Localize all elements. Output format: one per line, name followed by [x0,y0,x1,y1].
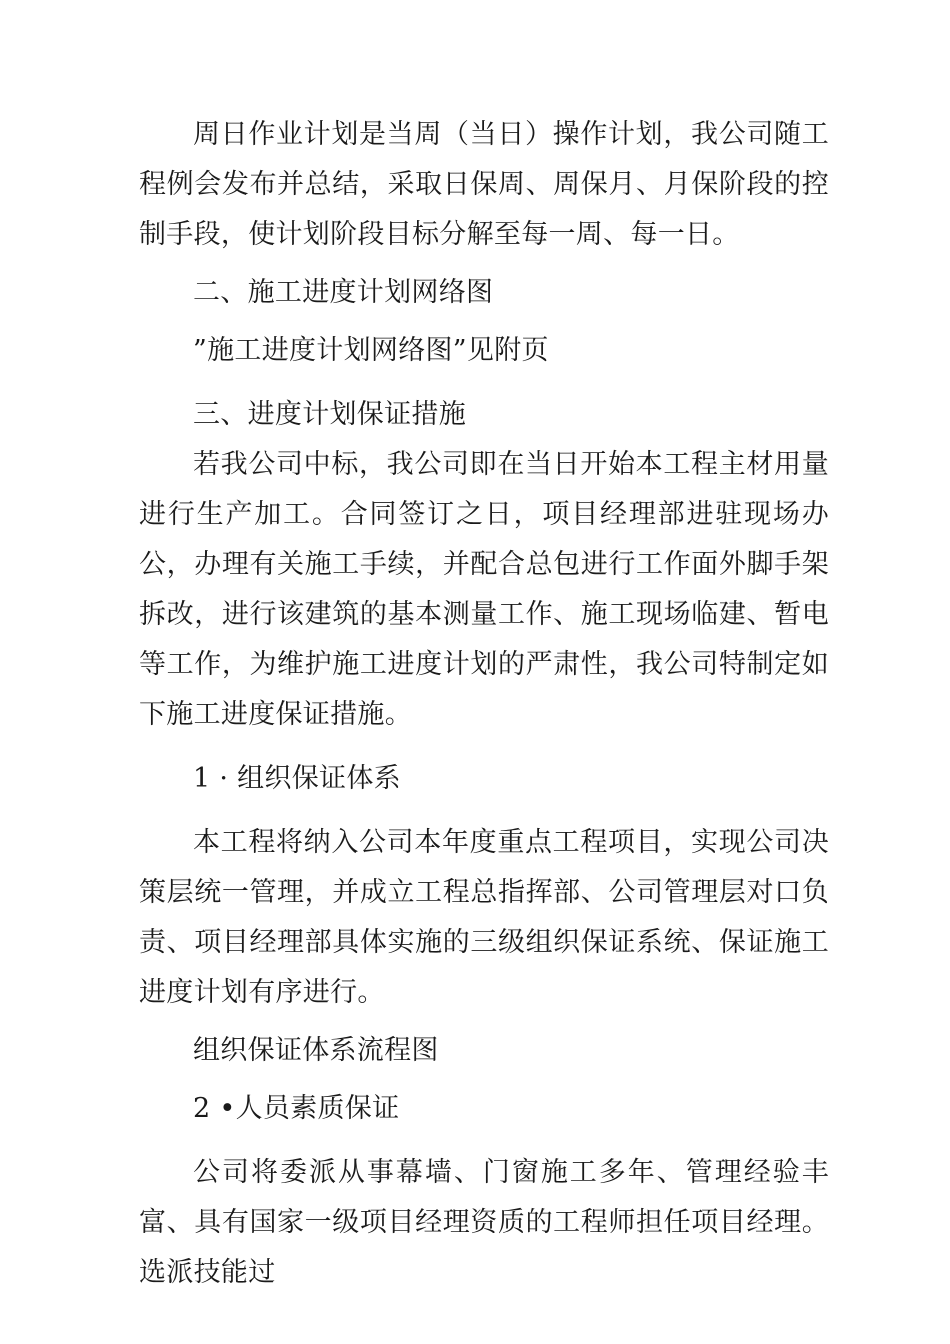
paragraph-organization-system: 本工程将纳入公司本年度重点工程项目，实现公司决策层统一管理，并成立工程总指挥部、公司管理层对口负责、项目经理部具体实施的三级组织保证系统、保证施工进度计划有序进行。 [139,827,829,1008]
paragraph-flowchart-label: 组织保证体系流程图 [193,1035,439,1066]
paragraph-bid-preparation: 若我公司中标，我公司即在当日开始本工程主材用量进行生产加工。合同签订之日，项目经理部进驻现场办公，办理有关施工手续，并配合总包进行工作面外脚手架拆改，进行该建筑的基本测量工作、施工现场临建、暂电等工作，为维护施工进度计划的严肃性，我公司特制定如下施工进度保证措施。 [139,449,829,730]
section-heading-network-diagram: 二、施工进度计划网络图 [193,277,494,308]
paragraph-see-attachment: ”施工进度计划网络图”见附页 [193,335,549,366]
paragraph-weekly-plan: 周日作业计划是当周（当日）操作计划，我公司随工程例会发布并总结，采取日保周、周保月、月保阶段的控制手段，使计划阶段目标分解至每一周、每一日。 [139,119,829,250]
subheading-organization-guarantee: 1 · 组织保证体系 [193,763,401,794]
subheading-personnel-guarantee: 2 •人员素质保证 [193,1093,400,1124]
section-heading-schedule-measures: 三、进度计划保证措施 [193,399,466,430]
document-body [139,110,829,1298]
paragraph-personnel-assignment: 公司将委派从事幕墙、门窗施工多年、管理经验丰富、具有国家一级项目经理资质的工程师担任项目经理。选派技能过 [139,1157,829,1288]
